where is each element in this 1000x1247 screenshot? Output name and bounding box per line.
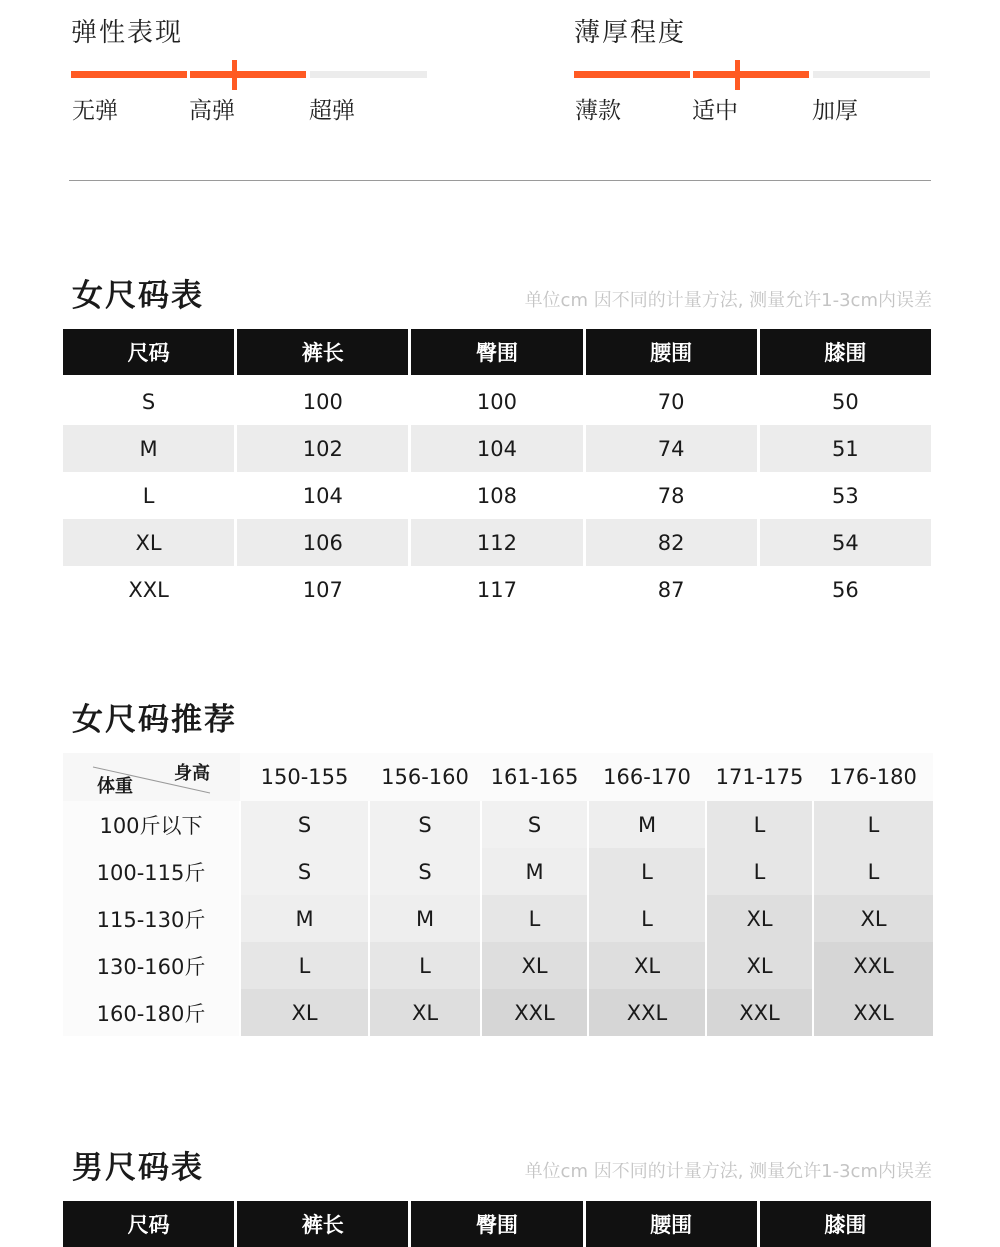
rec-header-row (63, 753, 933, 801)
cell: 104 (302, 483, 343, 508)
women-rec-grid (63, 753, 933, 1036)
rec-weight-label: 100-115斤 (63, 848, 240, 895)
rec-weight-label: 115-130斤 (63, 895, 240, 942)
elasticity-segment-3 (310, 71, 427, 78)
rec-weight-label: 130-160斤 (63, 942, 240, 989)
rec-row (63, 942, 933, 989)
rec-cell: L (481, 895, 588, 942)
rec-corner-height: 身高 (174, 763, 210, 784)
elasticity-segment-1 (71, 71, 187, 78)
rec-cell: XL (369, 989, 481, 1036)
thickness-title: 薄厚程度 (574, 18, 687, 48)
rec-cell: XL (706, 895, 813, 942)
rec-cell: L (706, 801, 813, 848)
cell: 117 (476, 577, 518, 602)
header-size: 尺码 (63, 1201, 234, 1247)
rec-cell: L (813, 848, 933, 895)
rec-cell: XL (813, 895, 933, 942)
cell: 54 (760, 519, 931, 566)
elasticity-bar (71, 71, 427, 79)
rec-cell: XL (481, 942, 588, 989)
women-size-note: 单位cm 因不同的计量方法, 测量允许1-3cm内误差 (524, 290, 932, 311)
cell: L (142, 483, 155, 508)
rec-height-col: 166-170 (588, 753, 706, 801)
header-knee: 膝围 (760, 1201, 931, 1247)
rec-cell: L (588, 848, 706, 895)
cell: M (63, 425, 234, 472)
thickness-marker (735, 60, 740, 90)
cell: 56 (832, 577, 859, 602)
header-hip: 臀围 (411, 329, 582, 375)
table-row (63, 566, 931, 613)
cell: 108 (476, 483, 518, 508)
thickness-segment-1 (574, 71, 690, 78)
elasticity-title: 弹性表现 (71, 18, 184, 48)
rec-height-col: 161-165 (481, 753, 588, 801)
elasticity-label-high: 高弹 (189, 98, 235, 124)
rec-cell: L (588, 895, 706, 942)
rec-cell: XXL (588, 989, 706, 1036)
rec-cell: XL (240, 989, 369, 1036)
header-length: 裤长 (237, 329, 408, 375)
rec-weight-label: 100斤以下 (63, 801, 240, 848)
rec-corner-weight: 体重 (97, 776, 133, 797)
rec-cell: XXL (706, 989, 813, 1036)
table-row (63, 375, 931, 425)
header-length: 裤长 (237, 1201, 408, 1247)
thickness-label-medium: 适中 (692, 98, 738, 124)
rec-cell: S (481, 801, 588, 848)
women-size-title: 女尺码表 (72, 278, 204, 314)
rec-cell: M (369, 895, 481, 942)
cell: 104 (411, 425, 582, 472)
rec-cell: S (369, 801, 481, 848)
cell: 100 (411, 375, 582, 425)
rec-cell: M (240, 895, 369, 942)
thickness-label-thin: 薄款 (575, 98, 621, 124)
cell: 102 (237, 425, 408, 472)
men-size-header-row (63, 1201, 931, 1247)
elasticity-scale (71, 12, 431, 124)
rec-cell: XL (706, 942, 813, 989)
rec-cell: M (588, 801, 706, 848)
rec-cell: L (813, 801, 933, 848)
rec-height-col: 150-155 (240, 753, 369, 801)
rec-cell: S (369, 848, 481, 895)
thickness-bar (574, 71, 930, 79)
rec-height-col: 176-180 (813, 753, 933, 801)
header-waist: 腰围 (586, 1201, 757, 1247)
table-row (63, 472, 931, 519)
cell: S (63, 375, 234, 425)
men-size-title: 男尺码表 (72, 1150, 204, 1186)
rec-row (63, 989, 933, 1036)
men-size-table (60, 1201, 934, 1247)
section-divider (69, 180, 931, 181)
cell: 112 (411, 519, 582, 566)
thickness-scale (574, 12, 934, 124)
rec-height-col: 156-160 (369, 753, 481, 801)
cell: 70 (586, 375, 757, 425)
cell: XXL (128, 577, 169, 602)
rec-cell: S (240, 801, 369, 848)
rec-cell: L (369, 942, 481, 989)
cell: 106 (237, 519, 408, 566)
cell: XL (63, 519, 234, 566)
rec-weight-label: 160-180斤 (63, 989, 240, 1036)
rec-row (63, 848, 933, 895)
women-size-header-row (63, 329, 931, 375)
thickness-segment-3 (813, 71, 930, 78)
women-rec-title: 女尺码推荐 (72, 702, 237, 738)
rec-cell: XL (588, 942, 706, 989)
cell: 87 (657, 577, 685, 602)
table-row (63, 425, 931, 472)
rec-cell: L (240, 942, 369, 989)
rec-corner-cell (63, 753, 240, 801)
rec-cell: M (481, 848, 588, 895)
thickness-label-thick: 加厚 (812, 98, 858, 124)
rec-cell: L (706, 848, 813, 895)
rec-height-col: 171-175 (706, 753, 813, 801)
header-waist: 腰围 (586, 329, 757, 375)
rec-cell: XXL (813, 942, 933, 989)
cell: 78 (657, 483, 685, 508)
table-row (63, 519, 931, 566)
header-hip: 臀围 (411, 1201, 582, 1247)
elasticity-label-none: 无弹 (72, 98, 118, 124)
elasticity-label-super: 超弹 (309, 98, 355, 124)
cell: 82 (586, 519, 757, 566)
rec-cell: XXL (813, 989, 933, 1036)
cell: 50 (760, 375, 931, 425)
cell: 74 (586, 425, 757, 472)
rec-row (63, 895, 933, 942)
thickness-segment-2 (693, 71, 809, 78)
diagonal-line-icon (63, 753, 240, 801)
header-knee: 膝围 (760, 329, 931, 375)
rec-cell: XXL (481, 989, 588, 1036)
men-size-note: 单位cm 因不同的计量方法, 测量允许1-3cm内误差 (524, 1161, 932, 1182)
rec-row (63, 801, 933, 848)
cell: 100 (237, 375, 408, 425)
elasticity-segment-2 (190, 71, 306, 78)
rec-cell: S (240, 848, 369, 895)
cell: 51 (760, 425, 931, 472)
cell: 53 (832, 483, 859, 508)
women-size-table (60, 329, 934, 613)
header-size: 尺码 (63, 329, 234, 375)
elasticity-marker (232, 60, 237, 90)
cell: 107 (302, 577, 343, 602)
